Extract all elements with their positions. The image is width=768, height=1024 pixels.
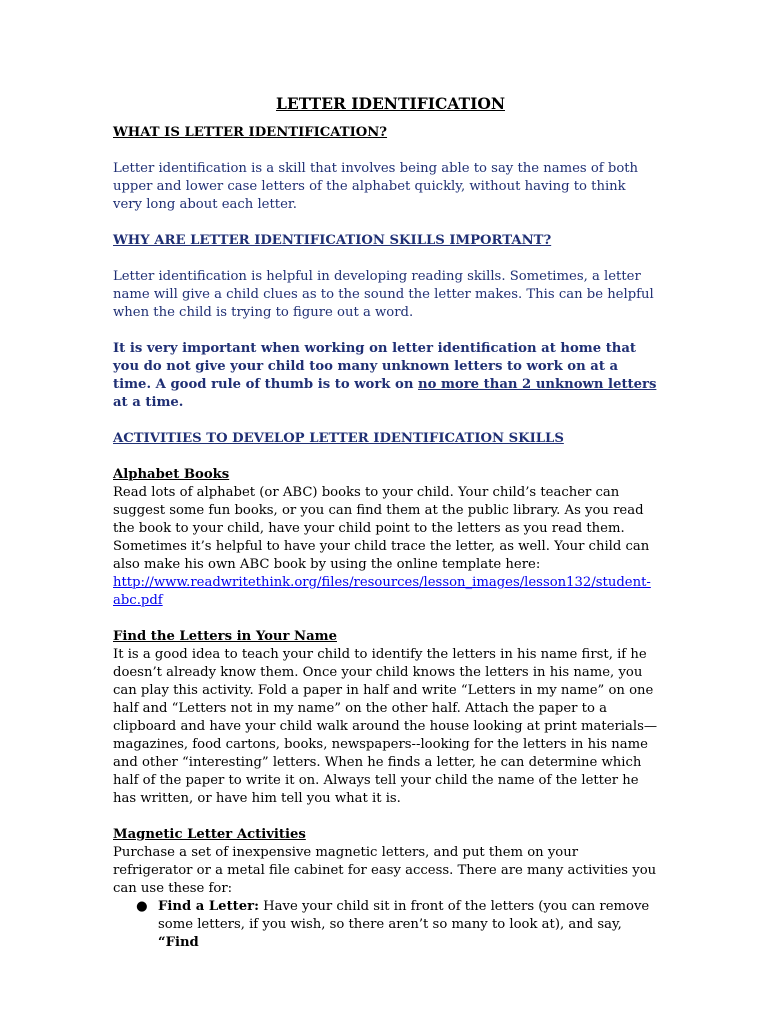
activities-heading: ACTIVITIES TO DEVELOP LETTER IDENTIFICATION SKILLS	[113, 431, 564, 446]
alphabet-books-body: Read lots of alphabet (or ABC) books to your child. Your child’s teacher can suggest some fun books, or you can find them at the public library. As you read the book to your child, have your child point to the letters as you read them. Sometimes it’s helpful to have your child trace the letter, as well. Your child can also make his own ABC book by using the online template here:	[113, 485, 650, 572]
find-letters-body: It is a good idea to teach your child to identify the letters in his name first, if he doesn’t already know them. Once your child knows the letters in his name, you can play this activity. Fold a paper in half and write “Letters in my name” on one half and “Letters not in my name” on the other half. Attach the paper to a clipboard and have your child walk around the house looking at print materials—magazines, food cartons, books, newspapers--looking for the letters in his name and other “interesting” letters. When he finds a letter, he can determine which half of the paper to write it on. Always tell your child the name of the letter he has written, or have him tell you what it is.	[113, 647, 658, 806]
alphabet-books-heading: Alphabet Books	[113, 467, 230, 482]
document-page	[113, 92, 658, 952]
important-underlined: no more than 2 unknown letters	[418, 377, 657, 392]
magnetic-activities-list	[113, 898, 658, 952]
magnetic-heading: Magnetic Letter Activities	[113, 827, 306, 842]
document-title: LETTER IDENTIFICATION	[275, 94, 505, 113]
activity-text: Have your child sit in front of the letters (you can remove some letters, if you wish, so there aren’t so many to look at), and say,	[158, 899, 650, 932]
what-heading: WHAT IS LETTER IDENTIFICATION?	[113, 125, 388, 140]
bullet-icon: ●	[136, 899, 148, 914]
important-text-after: at a time.	[113, 395, 184, 410]
important-text-before: It is very important when working on letter identification at home that you do not give your child too many unknown letters to work on at a time. A good rule of thumb is to work on	[113, 341, 637, 392]
activity-trailing: “Find	[158, 935, 199, 950]
important-note	[113, 340, 658, 412]
why-body: Letter identification is helpful in developing reading skills. Sometimes, a letter name will give a child clues as to the sound the letter makes. This can be helpful when the child is trying to figure out a word.	[113, 269, 654, 320]
list-item	[136, 898, 658, 952]
abc-template-link[interactable]: http://www.readwritethink.org/files/resources/lesson_images/lesson132/student-abc.pdf	[113, 575, 651, 608]
what-body: Letter identification is a skill that involves being able to say the names of both upper and lower case letters of the alphabet quickly, without having to think very long about each letter.	[113, 161, 639, 212]
find-letters-heading: Find the Letters in Your Name	[113, 629, 337, 644]
magnetic-body: Purchase a set of inexpensive magnetic letters, and put them on your refrigerator or a metal file cabinet for easy access. There are many activities you can use these for:	[113, 845, 657, 896]
why-heading: WHY ARE LETTER IDENTIFICATION SKILLS IMPORTANT?	[113, 233, 552, 248]
activity-label: Find a Letter:	[158, 899, 259, 914]
